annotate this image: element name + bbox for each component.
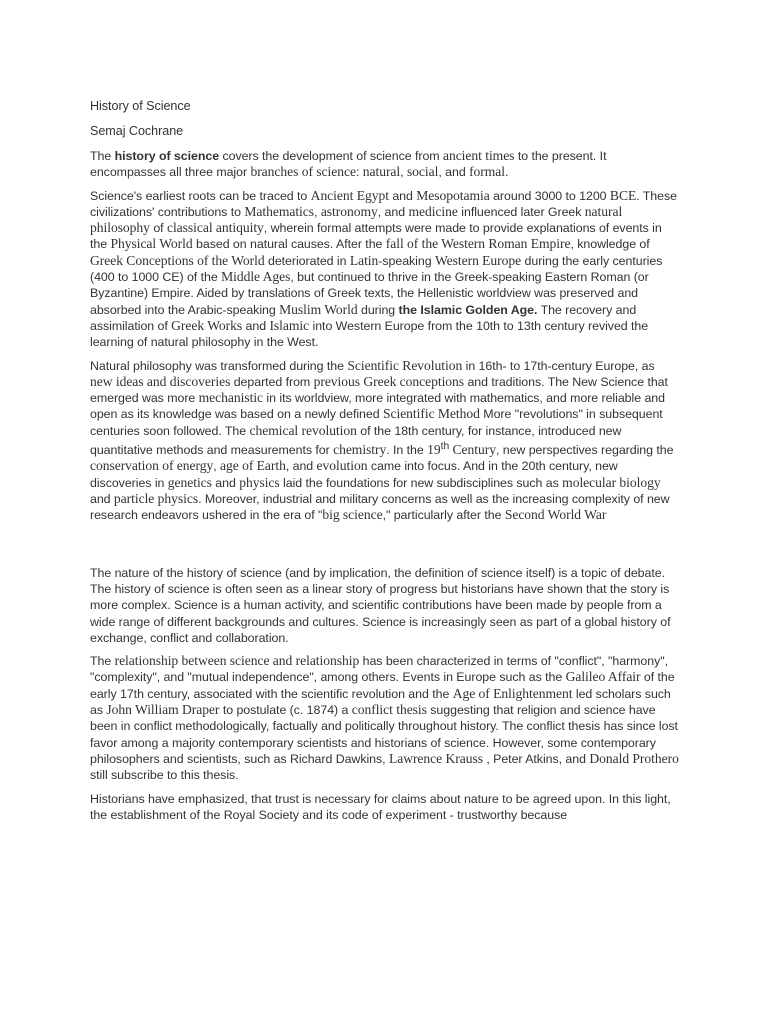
- section-gap: [90, 531, 680, 565]
- text-run: and: [211, 475, 240, 490]
- serif-text-run: Muslim World: [279, 301, 358, 317]
- serif-text-run: age of Earth: [220, 458, 286, 474]
- sup-text-run: th: [440, 441, 450, 453]
- serif-text-run: particle physics: [113, 491, 199, 507]
- bold-text-run: the Islamic Golden Age.: [398, 302, 538, 317]
- serif-text-run: chemical revolution: [249, 422, 357, 438]
- text-run: to the present. It encompasses all three major: [90, 149, 607, 180]
- text-run: covers the development of science from: [219, 149, 443, 163]
- serif-text-run: relationship between science and relationship: [114, 653, 360, 669]
- text-run: departed from: [230, 374, 314, 389]
- serif-text-run: Islamic: [269, 317, 310, 333]
- serif-text-run: Galileo Affair: [565, 669, 641, 685]
- serif-text-run: natural philosophy: [90, 203, 623, 236]
- text-run: came into focus. And in the 20th century, new discoveries in: [90, 459, 618, 490]
- serif-text-run: Scientific Method: [382, 406, 480, 422]
- text-run: , Peter Atkins, and: [482, 751, 590, 766]
- serif-text-run: formal: [469, 164, 505, 180]
- text-run: .: [505, 165, 509, 180]
- text-run: -speaking: [378, 253, 435, 268]
- serif-text-run: Western Europe: [434, 252, 522, 268]
- serif-text-run: mechanistic: [198, 390, 264, 406]
- text-run: in 16th- to 17th-century Europe, as: [462, 358, 655, 373]
- text-run: and: [242, 318, 270, 333]
- text-run: in its worldview, more integrated with mathematics, and more reliable and open as its knowledge was based on a newly defined: [90, 391, 665, 422]
- paragraph-5: [90, 653, 680, 783]
- text-run: The: [90, 654, 115, 669]
- serif-text-run: Mesopotamia: [416, 187, 490, 203]
- serif-text-run: Ancient Egypt: [310, 187, 389, 203]
- serif-text-run: conservation of energy: [90, 458, 214, 474]
- text-run: , wherein formal attempts were made to provide explanations of events in the: [90, 221, 662, 252]
- serif-text-run: natural: [362, 164, 401, 180]
- serif-text-run: Physical World: [110, 236, 193, 252]
- serif-text-run: evolution: [316, 458, 368, 474]
- serif-text-run: John William Draper: [106, 702, 220, 718]
- paragraph-2: [90, 188, 680, 351]
- paragraph-1: [90, 148, 680, 181]
- text-run: led scholars such as: [90, 686, 671, 718]
- serif-text-run: classical antiquity: [166, 220, 264, 236]
- text-run: Historians have emphasized, that trust is necessary for claims about nature to be agreed upon. In this light, the establishment of the Royal Society and its code of experiment - trustworthy because: [90, 791, 671, 822]
- text-run: Science's earliest roots can be traced to: [90, 188, 311, 203]
- serif-text-run: Middle Ages: [221, 269, 291, 285]
- serif-text-run: big science: [322, 507, 383, 523]
- serif-text-run: conflict thesis: [351, 702, 427, 718]
- text-run: , new perspectives regarding the: [495, 443, 674, 458]
- document-title: History of Science: [90, 99, 191, 113]
- document-author: Semaj Cochrane: [90, 124, 184, 138]
- paragraph-3: [90, 358, 680, 524]
- serif-text-run: branches of science: [250, 164, 356, 180]
- text-run: during: [357, 302, 399, 317]
- text-run: , and: [438, 165, 470, 180]
- serif-text-run: astronomy: [320, 203, 378, 219]
- text-run: deteriorated in: [264, 253, 350, 268]
- text-run: . These civilizations' contributions to: [90, 188, 677, 219]
- text-run: of the 18th century, for instance, introduced new quantitative methods and measurements for: [90, 423, 622, 458]
- text-run: , but continued to thrive in the Greek-speaking Eastern Roman (or Byzantine) Empire. Aided by translations of Greek texts, the Hellenistic worldview was preserved and absorbed into the Arabic-speaking: [90, 270, 649, 317]
- text-run: and: [90, 492, 114, 507]
- serif-text-run: Latin: [349, 252, 379, 268]
- text-run: still subscribe to this thesis.: [90, 768, 239, 783]
- paragraph-4: [90, 565, 680, 646]
- text-run: , knowledge of: [570, 237, 650, 252]
- serif-text-run: Donald Prothero: [589, 750, 679, 766]
- serif-text-run: chemistry: [333, 442, 387, 458]
- text-run: into Western Europe from the 10th to 13th century revived the learning of natural philosophy in the West.: [90, 318, 649, 350]
- text-run: The: [90, 149, 115, 163]
- text-run: based on natural causes. After the: [192, 237, 386, 252]
- text-run: influenced later Greek: [457, 204, 585, 219]
- text-run: ," particularly after the: [382, 508, 505, 523]
- text-run: to postulate (c. 1874) a: [219, 703, 352, 718]
- text-run: ,: [400, 165, 407, 180]
- text-run: has been characterized in terms of "conflict", "harmony", "complexity", and "mutual independence", among others. Events in Europe such as the: [90, 654, 668, 685]
- serif-text-run: molecular biology: [562, 474, 661, 490]
- text-run: of the early 17th century, associated with the scientific revolution and the: [90, 670, 675, 701]
- serif-text-run: new ideas and discoveries: [90, 373, 231, 389]
- serif-text-run: Greek Conceptions of the World: [90, 252, 265, 268]
- document-body: [90, 98, 680, 830]
- serif-text-run: 19: [427, 442, 441, 458]
- text-run: and traditions. The New Science that emerged was more: [90, 374, 668, 406]
- paragraph-6: [90, 791, 680, 824]
- serif-text-run: Second World War: [504, 507, 607, 523]
- text-run: . Moreover, industrial and military concerns as well as the increasing complexity of new research endeavors ushered in the era of ": [90, 492, 670, 523]
- serif-text-run: social: [406, 164, 439, 180]
- text-run: suggesting that religion and science have been in conflict methodologically, factually and politically throughout history. The conflict thesis has since lost favor among a majority contemporary scientists and historians of science. However, some contemporary philosophers and scientists, such as Richard Dawkins,: [90, 703, 678, 766]
- serif-text-run: Scientific Revolution: [347, 357, 463, 373]
- text-run: around 3000 to 1200: [489, 188, 610, 203]
- text-run: , and: [285, 459, 317, 474]
- serif-text-run: Mathematics: [244, 203, 315, 219]
- text-run: The nature of the history of science (and by implication, the definition of science itself) is a topic of debate. The history of science is often seen as a linear story of progress but historians have shown that the story is more complex. Science is a human activity, and scientific contributions have been made by people from a wide range of different backgrounds and cultures. Science is increasingly seen as part of a global history of exchange, conflict and collaboration.: [90, 565, 671, 645]
- serif-text-run: medicine: [408, 203, 458, 219]
- text-run: , and: [377, 204, 409, 219]
- serif-text-run: physics: [239, 474, 280, 490]
- text-run: The recovery and assimilation of: [90, 302, 637, 333]
- text-run: Natural philosophy was transformed during the: [90, 358, 348, 373]
- text-run: ,: [314, 204, 321, 219]
- serif-text-run: previous Greek conceptions: [313, 373, 465, 389]
- text-run: laid the foundations for new subdisciplines such as: [279, 475, 563, 490]
- text-run: More "revolutions" in subsequent centuries soon followed. The: [90, 407, 663, 438]
- serif-text-run: genetics: [167, 474, 212, 490]
- serif-text-run: Lawrence Krauss: [388, 750, 483, 766]
- serif-text-run: fall of the Western Roman Empire: [385, 236, 571, 252]
- serif-text-run: Greek Works: [171, 317, 243, 333]
- text-run: ,: [213, 459, 221, 474]
- bold-text-run: history of science: [114, 149, 220, 163]
- text-run: and: [388, 188, 417, 203]
- serif-text-run: BCE: [609, 187, 637, 203]
- text-run: :: [355, 165, 363, 180]
- serif-text-run: Century: [449, 442, 496, 458]
- text-run: . In the: [386, 443, 428, 458]
- serif-text-run: Age of Enlightenment: [452, 685, 573, 701]
- text-run: of: [149, 221, 167, 236]
- serif-text-run: ancient times: [442, 148, 515, 163]
- text-run: during the early centuries (400 to 1000 CE) of the: [90, 253, 663, 285]
